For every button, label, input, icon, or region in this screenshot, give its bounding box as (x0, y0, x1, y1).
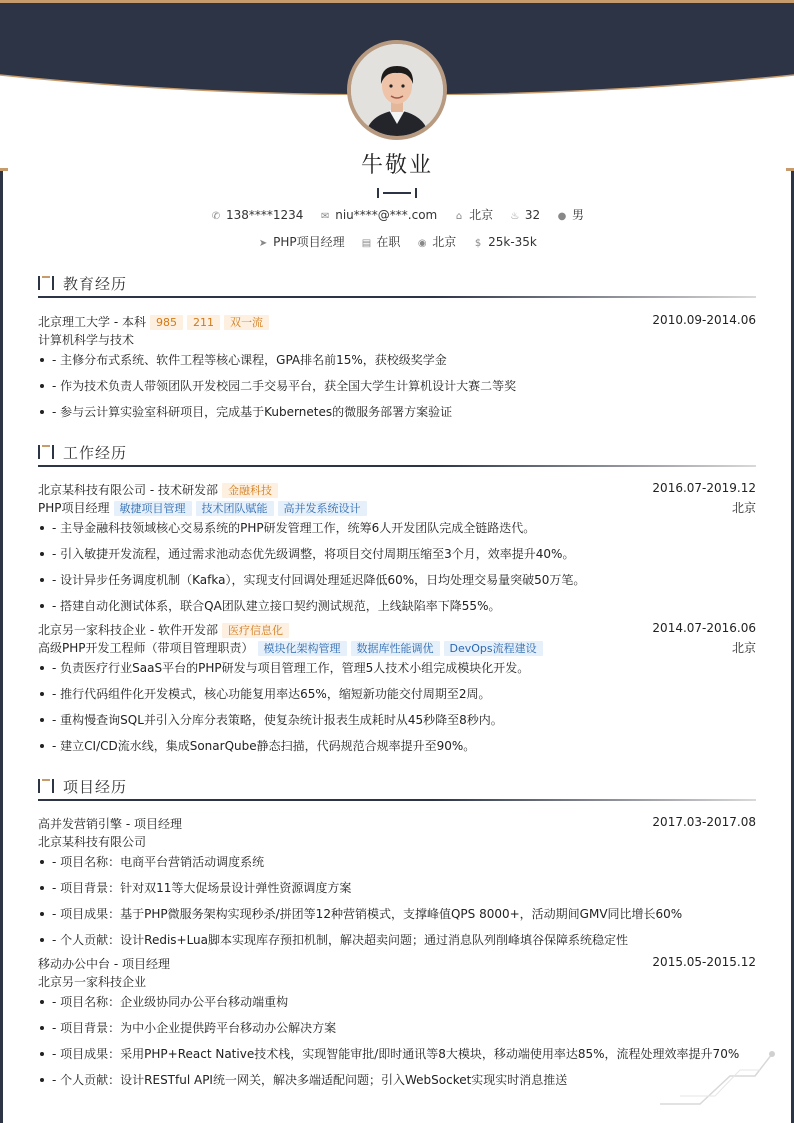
gender-item: ● 男 (557, 208, 585, 222)
city-item: ⌂ 北京 (453, 206, 493, 223)
list-item: - 项目名称：企业级协同办公平台移动端重构 (38, 993, 756, 1010)
list-item: - 推行代码组件化开发模式，核心功能复用率达65%，缩短新功能交付周期至2周。 (38, 685, 756, 702)
list-item: - 项目背景：为中小企业提供跨平台移动办公解决方案 (38, 1019, 756, 1036)
industry-tag: 医疗信息化 (222, 623, 289, 638)
project-period: 2017.03-2017.08 (652, 815, 756, 829)
list-item: - 个人贡献：设计Redis+Lua脚本实现库存预扣机制，解决超卖问题；通过消息队列削峰填谷保障系统稳定性 (38, 931, 756, 948)
project-company: 北京某科技有限公司 (38, 835, 147, 849)
corner-decoration (660, 1048, 780, 1108)
school-name: 北京理工大学 - 本科 (38, 315, 146, 329)
left-border (0, 171, 3, 1123)
list-item: - 搭建自动化测试体系，联合QA团队建立接口契约测试规范，上线缺陷率下降55%。 (38, 597, 756, 614)
list-item: - 个人贡献：设计RESTful API统一网关，解决多端适配问题；引入WebSocket实现实时消息推送 (38, 1071, 756, 1088)
project-head (38, 955, 756, 971)
list-item: - 负责医疗行业SaaS平台的PHP研发与项目管理工作，管理5人技术小组完成模块化开发。 (38, 659, 756, 676)
section-divider (38, 296, 756, 298)
list-item: - 主导金融科技领域核心交易系统的PHP研发管理工作，统筹6人开发团队完成全链路迭代。 (38, 519, 756, 536)
project-head (38, 815, 756, 831)
industry-tag: 金融科技 (222, 483, 278, 498)
list-item: - 重构慢查询SQL并引入分库分表策略，使复杂统计报表生成耗时从45秒降至8秒内。 (38, 711, 756, 728)
skill-tag: 数据库性能调优 (351, 641, 440, 656)
major: 计算机科学与技术 (38, 333, 135, 347)
job-city: 北京 (731, 501, 756, 515)
mail-icon: ✉ (321, 211, 330, 222)
send-icon: ➤ (258, 238, 268, 249)
job-city: 北京 (731, 641, 756, 655)
company-name: 北京某科技有限公司 - 技术研发部 (38, 483, 218, 497)
skill-tag: 技术团队赋能 (196, 501, 274, 516)
project-period: 2015.05-2015.12 (652, 955, 756, 969)
list-item: - 主修分布式系统、软件工程等核心课程，GPA排名前15%，获校级奖学金 (38, 351, 756, 368)
project-name: 高并发营销引擎 - 项目经理 (38, 817, 182, 831)
section-divider (38, 465, 756, 467)
section-mark-icon (38, 276, 54, 290)
skill-tag: DevOps流程建设 (444, 641, 543, 656)
section-education-title: 教育经历 (38, 272, 756, 296)
list-item: - 引入敏捷开发流程，通过需求池动态优先级调整，将项目交付周期压缩至3个月，效率提升40%。 (38, 545, 756, 562)
email-item: ✉ niu****@***.com (321, 208, 438, 222)
section-mark-icon (38, 779, 54, 793)
edu-period: 2010.09-2014.06 (652, 313, 756, 327)
project-company-row (38, 973, 756, 989)
skill-tag: 模块化架构管理 (258, 641, 347, 656)
phone-item: ✆ 138****1234 (211, 208, 304, 222)
project-name: 移动办公中台 - 项目经理 (38, 957, 170, 971)
job-role: 高级PHP开发工程师（带项目管理职责） (38, 641, 254, 655)
candidate-name: 牛敬业 (360, 153, 433, 178)
name-divider (377, 183, 417, 193)
section-divider (38, 799, 756, 801)
section-mark-icon (38, 445, 54, 459)
job-role: PHP项目经理 (38, 501, 110, 515)
list-item: - 建立CI/CD流水线，集成SonarQube静态扫描，代码规范合规率提升至90%。 (38, 737, 756, 754)
company-name: 北京另一家科技企业 - 软件开发部 (38, 623, 218, 637)
section-projects-title: 项目经历 (38, 775, 756, 799)
project-company-row (38, 833, 756, 849)
list-item: - 项目成果：采用PHP+React Native技术栈，实现智能审批/即时通讯等8大模块，移动端使用率达85%，流程处理效率提升70% (38, 1045, 756, 1062)
job-period: 2016.07-2019.12 (652, 481, 756, 495)
skill-tag: 高并发系统设计 (278, 501, 367, 516)
phone-icon: ✆ (211, 211, 221, 222)
list-item: - 参与云计算实验室科研项目，完成基于Kubernetes的微服务部署方案验证 (38, 403, 756, 420)
list-item: - 项目背景：针对双11等大促场景设计弹性资源调度方案 (38, 879, 756, 896)
cake-icon: ♨ (510, 211, 520, 222)
edu-tag: 双一流 (224, 315, 269, 330)
job-role-row (38, 499, 756, 515)
section-work-title: 工作经历 (38, 441, 756, 465)
job-head (38, 621, 756, 637)
position-item: ➤ PHP项目经理 (258, 235, 345, 249)
list-item: - 项目成果：基于PHP微服务架构实现秒杀/拼团等12种营销模式，支撑峰值QPS 8000+，活动期间GMV同比增长60% (38, 905, 756, 922)
age-item: ♨ 32 (510, 208, 541, 222)
job-period: 2014.07-2016.06 (652, 621, 756, 635)
contact-row (0, 206, 794, 223)
target-city-item: ◉ 北京 (417, 235, 457, 249)
skill-tag: 敏捷项目管理 (114, 501, 192, 516)
list-item: - 设计异步任务调度机制（Kafka），实现支付回调处理延迟降低60%，日均处理交易量突破50万笔。 (38, 571, 756, 588)
money-icon: $ (474, 238, 482, 249)
salary-item: $ 25k-35k (472, 235, 537, 249)
edu-tag: 211 (187, 315, 220, 330)
status-item: ▤ 在职 (361, 235, 401, 249)
list-item: - 项目名称：电商平台营销活动调度系统 (38, 853, 756, 870)
intent-row (0, 233, 794, 250)
home-icon: ⌂ (455, 211, 463, 222)
list-item: - 作为技术负责人带领团队开发校园二手交易平台，获全国大学生计算机设计大赛二等奖 (38, 377, 756, 394)
avatar (347, 40, 447, 140)
project-company: 北京另一家科技企业 (38, 975, 147, 989)
job-role-row (38, 639, 756, 655)
briefcase-icon: ▤ (361, 238, 372, 249)
job-head (38, 481, 756, 497)
gender-icon: ● (557, 211, 567, 222)
education-head (38, 313, 756, 329)
major-row (38, 331, 756, 347)
edu-tag: 985 (150, 315, 183, 330)
location-pin-icon: ◉ (417, 238, 427, 249)
